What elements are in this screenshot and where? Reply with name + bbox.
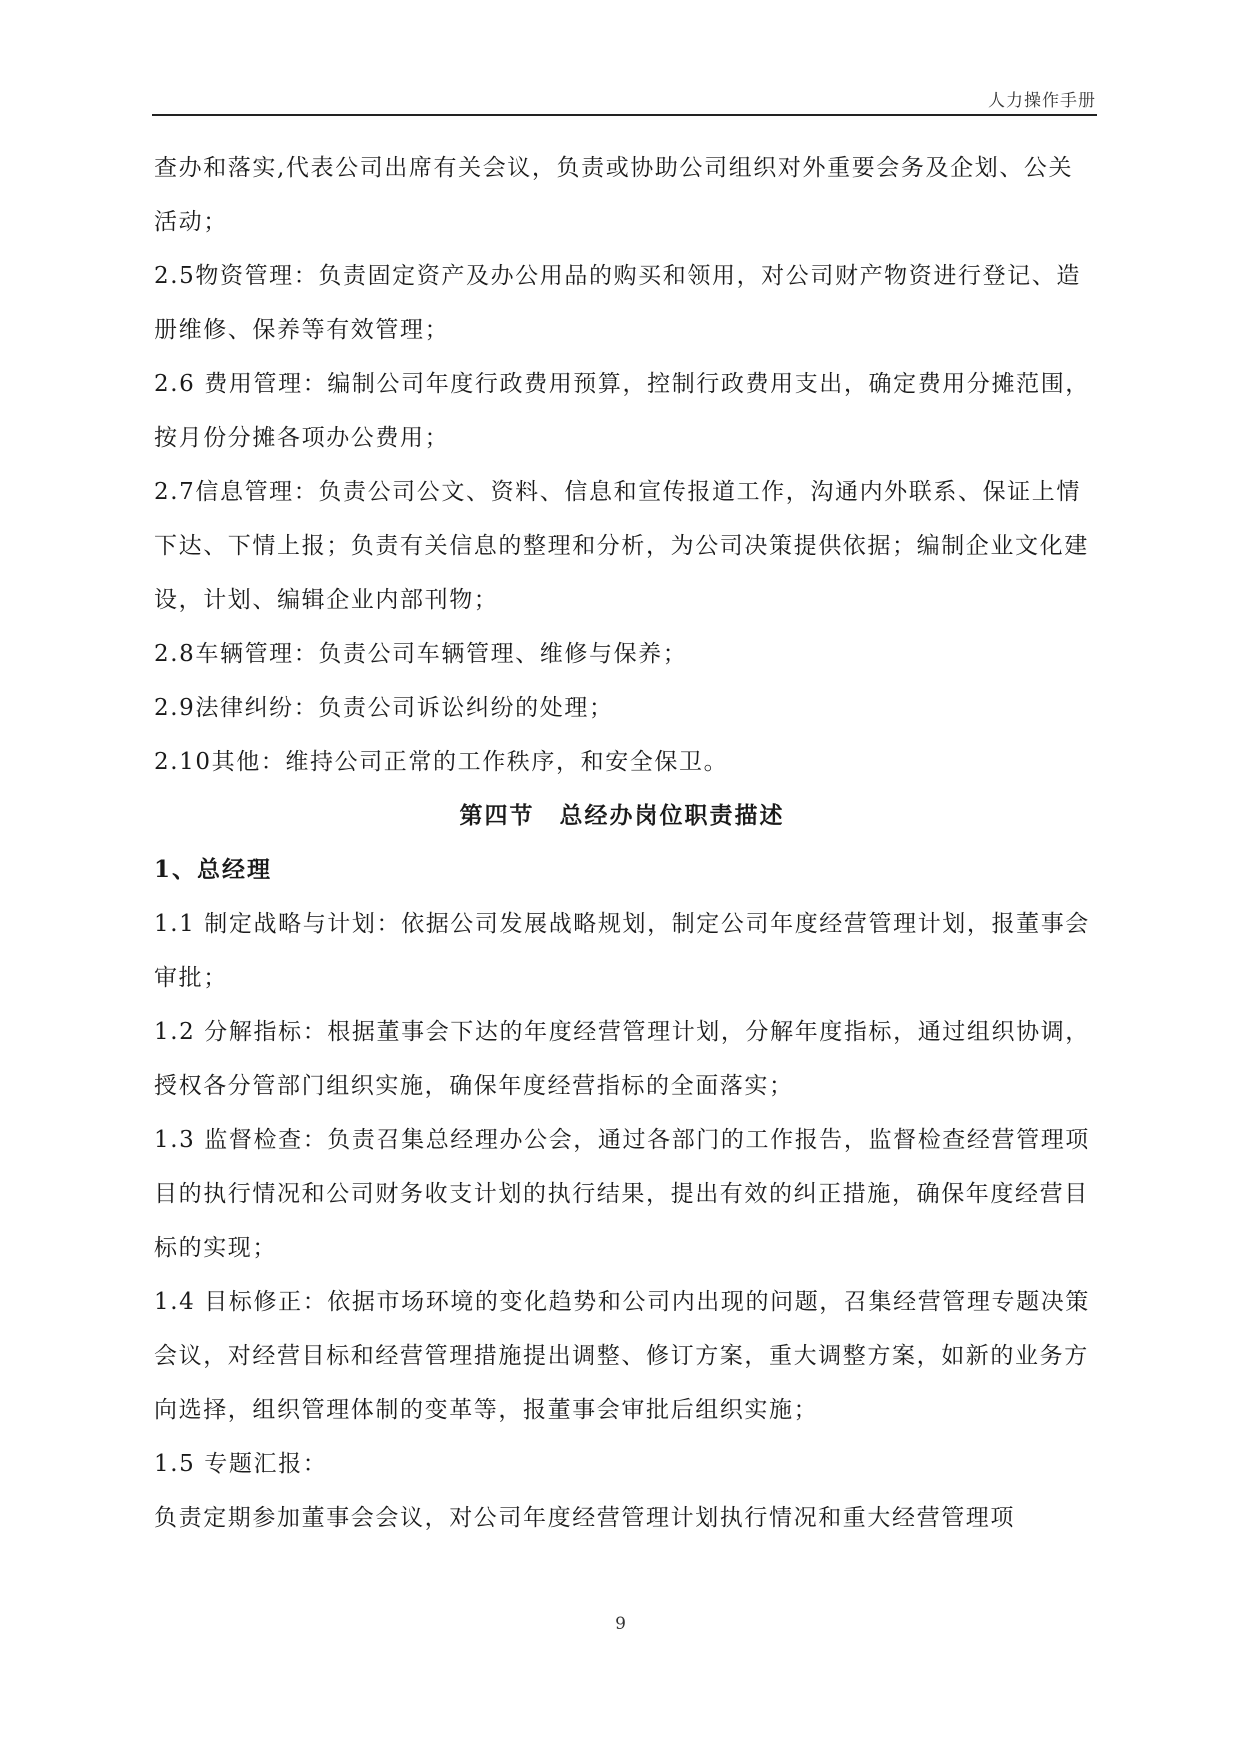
section-heading: 第四节 总经办岗位职责描述 <box>459 802 785 829</box>
paragraph: 1.2 分解指标：根据董事会下达的年度经营管理计划，分解年度指标，通过组织协调，授权各分管部门组织实施，确保年度经营指标的全面落实； <box>154 1019 1090 1099</box>
header-rule <box>152 114 1097 116</box>
paragraph: 查办和落实,代表公司出席有关会议，负责或协助公司组织对外重要会务及企划、公关活动； <box>154 155 1074 235</box>
paragraph: 2.9法律纠纷：负责公司诉讼纠纷的处理； <box>154 695 614 721</box>
sub-heading: 1、总经理 <box>154 856 273 883</box>
page-number: 9 <box>615 1614 626 1634</box>
paragraph: 2.5物资管理：负责固定资产及办公用品的购买和领用，对公司财产物资进行登记、造册维修、保养等有效管理； <box>154 263 1081 343</box>
paragraph: 2.10其他：维持公司正常的工作秩序，和安全保卫。 <box>154 749 729 775</box>
paragraph: 1.4 目标修正：依据市场环境的变化趋势和公司内出现的问题，召集经营管理专题决策会议，对经营目标和经营管理措施提出调整、修订方案，重大调整方案，如新的业务方向选择，组织管理体制的变革等，报董事会审批后组织实施； <box>154 1289 1090 1423</box>
running-header-title: 人力操作手册 <box>988 91 1096 111</box>
paragraph: 1.1 制定战略与计划：依据公司发展战略规划，制定公司年度经营管理计划，报董事会审批； <box>154 911 1090 991</box>
paragraph: 负责定期参加董事会会议，对公司年度经营管理计划执行情况和重大经营管理项 <box>154 1505 1015 1531</box>
paragraph: 1.5 专题汇报： <box>154 1451 328 1477</box>
paragraph: 2.7信息管理：负责公司公文、资料、信息和宣传报道工作，沟通内外联系、保证上情下达、下情上报；负责有关信息的整理和分析，为公司决策提供依据；编制企业文化建设，计划、编辑企业内部刊物； <box>154 479 1089 613</box>
paragraph: 2.6 费用管理：编制公司年度行政费用预算，控制行政费用支出，确定费用分摊范围，按月份分摊各项办公费用； <box>154 371 1090 451</box>
paragraph: 2.8车辆管理：负责公司车辆管理、维修与保养； <box>154 641 688 667</box>
paragraph: 1.3 监督检查：负责召集总经理办公会，通过各部门的工作报告，监督检查经营管理项目的执行情况和公司财务收支计划的执行结果，提出有效的纠正措施，确保年度经营目标的实现； <box>154 1127 1090 1261</box>
page-body <box>154 141 1090 1545</box>
